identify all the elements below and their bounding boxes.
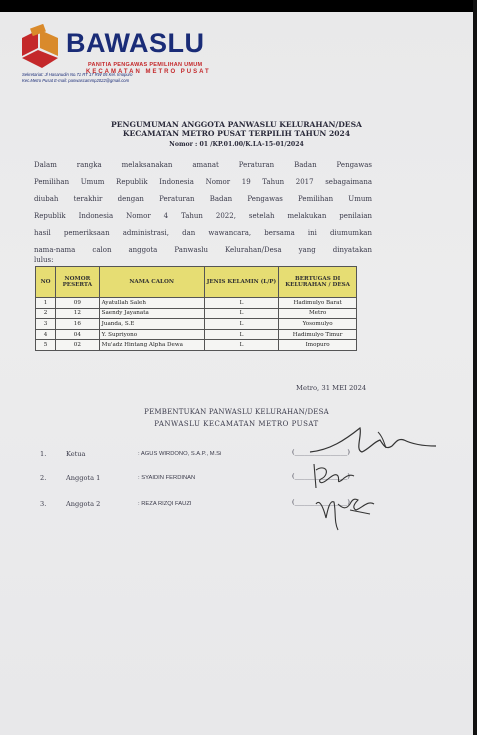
candidate-table [35, 266, 357, 351]
cell-desa: Imopuro [279, 340, 357, 351]
member-number: 3. [40, 500, 47, 508]
document-page [0, 12, 473, 735]
table-header-row [36, 267, 357, 298]
table-row [36, 319, 357, 330]
col-header-no: NO [36, 267, 56, 298]
cell-no: 5 [36, 340, 56, 351]
document-date: Metro, 31 MEI 2024 [296, 384, 367, 392]
cell-desa: Metro [279, 308, 357, 319]
signature-line: (________________) [292, 498, 350, 506]
member-role: Anggota 2 [66, 500, 101, 508]
cell-nama: Mu'adz Hintang Alpha Dewa [99, 340, 204, 351]
table-row [36, 340, 357, 351]
cell-peserta: 12 [56, 308, 99, 319]
email-line: Kec.Metro Pusat E-mail: panwascammp2022@gmail.com [22, 78, 130, 83]
paragraph-line: Dalam rangka melaksanakan amanat Peraturan Badan Pengawas [34, 161, 372, 169]
cell-desa: Hadimulyo Barat [279, 298, 357, 309]
cell-desa: Hadimulyo Timur [279, 329, 357, 340]
signature-line: (________________) [292, 472, 350, 480]
paragraph-line: diubah terakhir dengan Peraturan Badan Pengawas Pemilihan Umum [34, 195, 372, 203]
member-name: : SYAIDIN FERDINAN [138, 475, 196, 481]
table-row [36, 298, 357, 309]
member-number: 1. [40, 450, 47, 458]
announcement-title: PENGUMUMAN ANGGOTA PANWASLU KELURAHAN/DESA [111, 120, 362, 129]
bawaslu-letterhead [18, 24, 258, 94]
member-name: : REZA RIZQI FAUZI [138, 501, 192, 507]
formation-subtitle: PANWASLU KECAMATAN METRO PUSAT [154, 420, 319, 428]
signature-anggota-1 [308, 460, 358, 492]
document-number: Nomor : 01 /KP.01.00/K.LA-15-01/2024 [169, 141, 304, 148]
announcement-subtitle: KECAMATAN METRO PUSAT TERPILIH TAHUN 2024 [122, 129, 351, 138]
cell-jk: L [204, 329, 279, 340]
cell-nama: Ayatullah Saleh [99, 298, 204, 309]
address-line: Sekretariat: Jl Hasanudin No.71 RT 17 RW 05 Kel. Imopuro [22, 72, 133, 77]
paragraph-line: Pemilihan Umum Republik Indonesia Nomor 19 Tahun 2017 sebagaimana [34, 178, 372, 186]
col-header-jenis-kelamin: JENIS KELAMIN (L/P) [204, 267, 279, 298]
logo-subtitle-2: KECAMATAN METRO PUSAT [86, 69, 211, 75]
logo-subtitle: PANITIA PENGAWAS PEMILIHAN UMUM [88, 62, 203, 68]
cell-jk: L [204, 319, 279, 330]
cell-no: 3 [36, 319, 56, 330]
paragraph-line: lulus: [34, 256, 54, 264]
col-header-nama: NAMA CALON [99, 267, 204, 298]
table-row [36, 329, 357, 340]
signature-ketua [300, 422, 440, 462]
cell-jk: L [204, 308, 279, 319]
table-row [36, 308, 357, 319]
cell-peserta: 04 [56, 329, 99, 340]
col-header-peserta: NOMOR PESERTA [56, 267, 99, 298]
signature-anggota-2 [310, 490, 380, 534]
signature-line: (________________) [292, 448, 350, 456]
member-role: Ketua [66, 450, 86, 458]
paragraph-line: hasil pemeriksaan administrasi, dan wawancara, bersama ini diumumkan [34, 229, 372, 237]
col-header-kelurahan: BERTUGAS DI KELURAHAN / DESA [279, 267, 357, 298]
cell-jk: L [204, 298, 279, 309]
cell-no: 1 [36, 298, 56, 309]
logo-title: BAWASLU [66, 28, 205, 58]
bawaslu-logo-icon [18, 24, 62, 70]
cell-no: 2 [36, 308, 56, 319]
cell-peserta: 02 [56, 340, 99, 351]
cell-peserta: 16 [56, 319, 99, 330]
cell-nama: Juanda, S.E [99, 319, 204, 330]
formation-title: PEMBENTUKAN PANWASLU KELURAHAN/DESA [144, 408, 329, 416]
paragraph-line: nama-nama calon anggota Panwaslu Kelurahan/Desa yang dinyatakan [34, 246, 372, 254]
paragraph-line: Republik Indonesia Nomor 4 Tahun 2022, setelah melakukan penilaian [34, 212, 372, 220]
cell-no: 4 [36, 329, 56, 340]
member-role: Anggota 1 [66, 474, 101, 482]
cell-peserta: 09 [56, 298, 99, 309]
cell-desa: Yosomulyo [279, 319, 357, 330]
member-number: 2. [40, 474, 47, 482]
cell-nama: Saendy Jayanata [99, 308, 204, 319]
photo-edge [473, 0, 477, 735]
cell-nama: Y. Supriyono [99, 329, 204, 340]
cell-jk: L [204, 340, 279, 351]
member-name: : AGUS WIRDONO, S.A.P., M.Si [138, 451, 222, 457]
